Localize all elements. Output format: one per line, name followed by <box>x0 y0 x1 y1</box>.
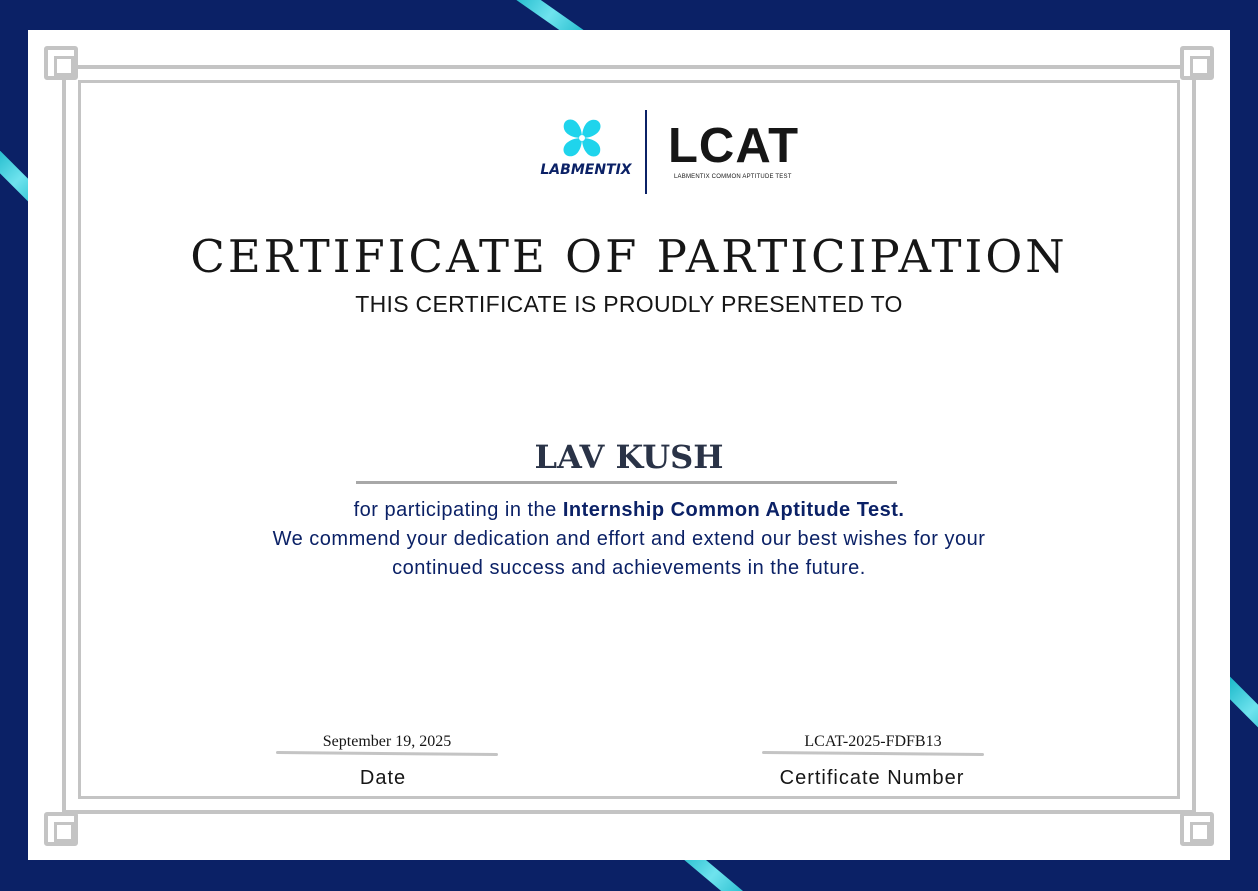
frame-corner-ornament <box>44 46 78 80</box>
labmentix-logo-icon <box>558 114 606 162</box>
body-line-3: continued success and achievements in the future. <box>392 557 866 579</box>
body-prefix: for participating in the <box>353 499 563 521</box>
presented-to-text: THIS CERTIFICATE IS PROUDLY PRESENTED TO <box>355 291 903 317</box>
recipient-underline <box>356 481 897 484</box>
certificate-number-value: LCAT-2025-FDFB13 <box>804 733 942 750</box>
body-line-1 <box>28 496 1230 525</box>
lcat-logo-subtitle: LABMENTIX COMMON APTITUDE TEST <box>674 174 792 180</box>
logo-divider <box>645 110 647 194</box>
certificate-number-label: Certificate Number <box>779 767 965 789</box>
date-value: September 19, 2025 <box>322 733 452 750</box>
lcat-logo-text: LCAT <box>668 119 799 173</box>
recipient-name: LAV KUSH <box>534 438 724 476</box>
frame-corner-ornament <box>44 812 78 846</box>
test-name: Internship Common Aptitude Test. <box>562 499 905 521</box>
certificate-sheet <box>28 30 1230 860</box>
frame-corner-ornament <box>1180 46 1214 80</box>
certificate-body <box>28 496 1230 583</box>
body-line-2: We commend your dedication and effort and extend our best wishes for your <box>272 528 986 550</box>
header-logos <box>534 110 834 200</box>
frame-corner-ornament <box>1180 812 1214 846</box>
date-label: Date <box>359 767 407 789</box>
labmentix-wordmark: LABMENTIX <box>540 162 632 178</box>
certificate-title: CERTIFICATE OF PARTICIPATION <box>190 230 1068 283</box>
